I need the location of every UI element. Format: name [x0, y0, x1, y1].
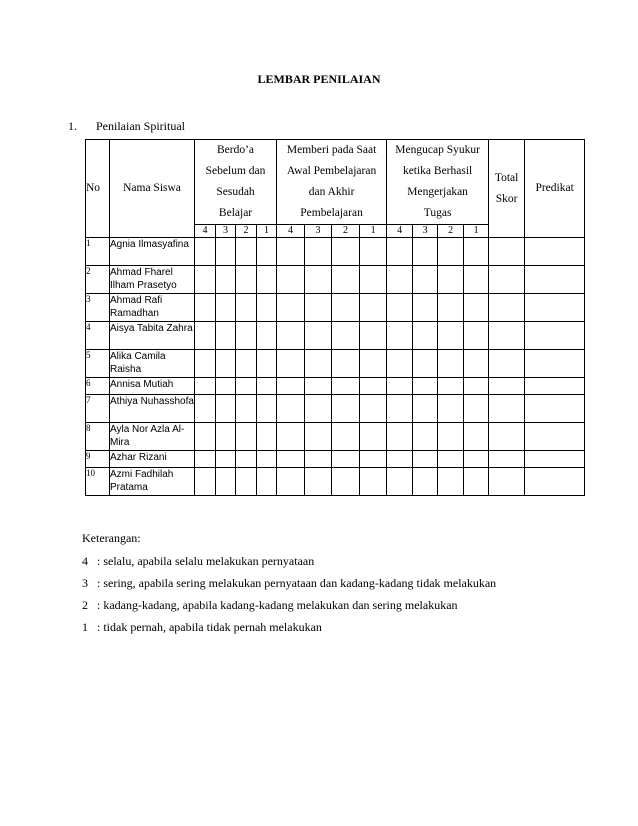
- row-number: 3: [86, 294, 110, 322]
- score-cell[interactable]: [332, 451, 360, 468]
- table-row: [86, 423, 585, 451]
- score-cell[interactable]: [438, 451, 464, 468]
- score-cell[interactable]: [413, 395, 438, 423]
- header-line: Awal Pembelajaran: [286, 165, 377, 177]
- score-cell[interactable]: [236, 238, 257, 266]
- total-cell[interactable]: [489, 266, 525, 294]
- total-cell[interactable]: [489, 350, 525, 378]
- score-cell[interactable]: [216, 423, 236, 451]
- score-header: 3: [413, 225, 438, 238]
- score-cell[interactable]: [387, 468, 413, 496]
- score-cell[interactable]: [195, 468, 216, 496]
- score-cell[interactable]: [195, 266, 216, 294]
- note-item: [82, 616, 496, 638]
- score-cell[interactable]: [360, 468, 387, 496]
- score-cell[interactable]: [216, 378, 236, 395]
- header-line: Tugas: [423, 207, 452, 219]
- score-cell[interactable]: [236, 468, 257, 496]
- header-line: Mengerjakan: [407, 186, 468, 198]
- header-line: Belajar: [218, 207, 253, 219]
- header-row: [86, 140, 585, 225]
- header-mengucap: [387, 140, 489, 225]
- predikat-cell[interactable]: [525, 238, 585, 266]
- predikat-cell[interactable]: [525, 451, 585, 468]
- score-cell[interactable]: [464, 395, 489, 423]
- notes-title: Keterangan:: [82, 531, 141, 545]
- score-cell[interactable]: [464, 322, 489, 350]
- student-name: Athiya Nuhasshofa: [110, 395, 195, 423]
- note-item: [82, 594, 496, 616]
- score-cell[interactable]: [360, 395, 387, 423]
- header-line: Skor: [495, 192, 518, 205]
- score-header: 1: [464, 225, 489, 238]
- score-cell[interactable]: [195, 378, 216, 395]
- score-cell[interactable]: [216, 451, 236, 468]
- header-line: Sesudah: [216, 186, 255, 198]
- row-number: 2: [86, 266, 110, 294]
- score-cell[interactable]: [438, 395, 464, 423]
- score-cell[interactable]: [360, 423, 387, 451]
- header-name: Nama Siswa: [110, 140, 195, 238]
- score-cell[interactable]: [305, 322, 332, 350]
- score-header: 2: [438, 225, 464, 238]
- score-cell[interactable]: [216, 294, 236, 322]
- score-cell[interactable]: [195, 294, 216, 322]
- score-cell[interactable]: [413, 238, 438, 266]
- score-cell[interactable]: [257, 378, 277, 395]
- score-cell[interactable]: [236, 423, 257, 451]
- score-cell[interactable]: [216, 350, 236, 378]
- header-total: [489, 140, 525, 238]
- score-cell[interactable]: [195, 395, 216, 423]
- score-cell[interactable]: [387, 322, 413, 350]
- score-cell[interactable]: [387, 238, 413, 266]
- predikat-cell[interactable]: [525, 395, 585, 423]
- row-number: 1: [86, 238, 110, 266]
- table-row: [86, 266, 585, 294]
- score-cell[interactable]: [195, 350, 216, 378]
- note-item: [82, 550, 496, 572]
- student-name: Annisa Mutiah: [110, 378, 195, 395]
- note-key: 3: [82, 576, 88, 590]
- score-cell[interactable]: [257, 468, 277, 496]
- header-line: ketika Berhasil: [402, 165, 473, 177]
- table-row: [86, 322, 585, 350]
- header-line: Pembelajaran: [300, 207, 363, 219]
- score-cell[interactable]: [464, 451, 489, 468]
- score-cell[interactable]: [257, 451, 277, 468]
- student-name: Azhar Rizani: [110, 451, 195, 468]
- total-cell[interactable]: [489, 451, 525, 468]
- score-cell[interactable]: [332, 395, 360, 423]
- score-cell[interactable]: [277, 423, 305, 451]
- score-cell[interactable]: [257, 294, 277, 322]
- score-cell[interactable]: [305, 294, 332, 322]
- score-cell[interactable]: [236, 378, 257, 395]
- score-cell[interactable]: [360, 451, 387, 468]
- score-cell[interactable]: [464, 423, 489, 451]
- score-cell[interactable]: [195, 238, 216, 266]
- predikat-cell[interactable]: [525, 266, 585, 294]
- section-label: Penilaian Spiritual: [96, 119, 185, 133]
- header-line: dan Akhir: [308, 186, 355, 198]
- table-row: [86, 468, 585, 496]
- score-cell[interactable]: [360, 266, 387, 294]
- score-cell[interactable]: [413, 350, 438, 378]
- predikat-cell[interactable]: [525, 294, 585, 322]
- score-cell[interactable]: [387, 451, 413, 468]
- score-cell[interactable]: [305, 423, 332, 451]
- score-cell[interactable]: [277, 350, 305, 378]
- score-cell[interactable]: [305, 468, 332, 496]
- score-cell[interactable]: [277, 266, 305, 294]
- score-cell[interactable]: [438, 350, 464, 378]
- score-header: 3: [216, 225, 236, 238]
- score-cell[interactable]: [277, 395, 305, 423]
- total-cell[interactable]: [489, 322, 525, 350]
- predikat-cell[interactable]: [525, 468, 585, 496]
- score-header: 4: [387, 225, 413, 238]
- score-cell[interactable]: [257, 266, 277, 294]
- score-cell[interactable]: [305, 266, 332, 294]
- score-cell[interactable]: [216, 468, 236, 496]
- score-cell[interactable]: [438, 238, 464, 266]
- score-cell[interactable]: [438, 322, 464, 350]
- section-heading: [68, 119, 185, 134]
- row-number: 10: [86, 468, 110, 496]
- row-number: 5: [86, 350, 110, 378]
- score-cell[interactable]: [360, 322, 387, 350]
- note-key: 1: [82, 620, 88, 634]
- score-cell[interactable]: [332, 350, 360, 378]
- score-cell[interactable]: [332, 468, 360, 496]
- score-cell[interactable]: [236, 266, 257, 294]
- score-header: 2: [236, 225, 257, 238]
- student-name: Ayla Nor Azla Al-Mira: [110, 423, 195, 451]
- total-cell[interactable]: [489, 423, 525, 451]
- score-cell[interactable]: [195, 322, 216, 350]
- total-cell[interactable]: [489, 468, 525, 496]
- header-predikat: Predikat: [525, 140, 585, 238]
- score-cell[interactable]: [438, 294, 464, 322]
- header-berdoa: [195, 140, 277, 225]
- score-cell[interactable]: [332, 294, 360, 322]
- header-memberi: [277, 140, 387, 225]
- score-cell[interactable]: [257, 238, 277, 266]
- score-cell[interactable]: [305, 378, 332, 395]
- row-number: 6: [86, 378, 110, 395]
- total-cell[interactable]: [489, 294, 525, 322]
- score-header: 1: [257, 225, 277, 238]
- legend-notes: [82, 526, 496, 638]
- score-header: 4: [277, 225, 305, 238]
- score-cell[interactable]: [277, 238, 305, 266]
- score-cell[interactable]: [387, 266, 413, 294]
- assessment-table: [85, 139, 585, 496]
- note-item: [82, 572, 496, 594]
- score-cell[interactable]: [236, 451, 257, 468]
- total-cell[interactable]: [489, 378, 525, 395]
- note-text: : sering, apabila sering melakukan pernyataan dan kadang-kadang tidak melakukan: [97, 576, 497, 590]
- score-cell[interactable]: [438, 266, 464, 294]
- score-cell[interactable]: [257, 423, 277, 451]
- score-cell[interactable]: [277, 294, 305, 322]
- student-name: Aisya Tabita Zahra: [110, 322, 195, 350]
- score-cell[interactable]: [387, 350, 413, 378]
- score-cell[interactable]: [305, 451, 332, 468]
- score-cell[interactable]: [236, 350, 257, 378]
- score-cell[interactable]: [360, 378, 387, 395]
- score-cell[interactable]: [305, 238, 332, 266]
- score-cell[interactable]: [413, 266, 438, 294]
- student-name: Ahmad Rafi Ramadhan: [110, 294, 195, 322]
- score-header: 4: [195, 225, 216, 238]
- score-cell[interactable]: [257, 350, 277, 378]
- score-cell[interactable]: [332, 423, 360, 451]
- note-text: : tidak pernah, apabila tidak pernah melakukan: [97, 620, 322, 634]
- score-cell[interactable]: [464, 266, 489, 294]
- header-line: Mengucap Syukur: [395, 144, 480, 156]
- student-name: Ahmad Fharel Ilham Prasetyo: [110, 266, 195, 294]
- score-cell[interactable]: [277, 322, 305, 350]
- score-cell[interactable]: [195, 423, 216, 451]
- header-line: Berdo’a: [217, 144, 255, 156]
- header-line: Total: [494, 171, 519, 184]
- score-cell[interactable]: [332, 238, 360, 266]
- score-cell[interactable]: [277, 468, 305, 496]
- score-cell[interactable]: [387, 294, 413, 322]
- score-cell[interactable]: [438, 468, 464, 496]
- row-number: 4: [86, 322, 110, 350]
- note-text: : kadang-kadang, apabila kadang-kadang melakukan dan sering melakukan: [97, 598, 458, 612]
- row-number: 7: [86, 395, 110, 423]
- score-cell[interactable]: [236, 395, 257, 423]
- table-row: [86, 294, 585, 322]
- header-no: No: [86, 140, 110, 238]
- score-cell[interactable]: [413, 322, 438, 350]
- note-text: : selalu, apabila selalu melakukan pernyataan: [97, 554, 315, 568]
- header-line: Sebelum dan: [205, 165, 266, 177]
- score-cell[interactable]: [236, 322, 257, 350]
- score-cell[interactable]: [360, 350, 387, 378]
- score-cell[interactable]: [413, 451, 438, 468]
- score-cell[interactable]: [464, 378, 489, 395]
- score-cell[interactable]: [332, 322, 360, 350]
- score-cell[interactable]: [464, 238, 489, 266]
- total-cell[interactable]: [489, 238, 525, 266]
- student-name: Azmi Fadhilah Pratama: [110, 468, 195, 496]
- score-cell[interactable]: [413, 468, 438, 496]
- score-cell[interactable]: [387, 395, 413, 423]
- score-cell[interactable]: [360, 294, 387, 322]
- note-key: 2: [82, 598, 88, 612]
- score-cell[interactable]: [216, 395, 236, 423]
- score-cell[interactable]: [387, 378, 413, 395]
- predikat-cell[interactable]: [525, 350, 585, 378]
- score-header: 2: [332, 225, 360, 238]
- table-row: [86, 238, 585, 266]
- score-cell[interactable]: [277, 378, 305, 395]
- score-cell[interactable]: [413, 294, 438, 322]
- score-cell[interactable]: [413, 378, 438, 395]
- score-cell[interactable]: [236, 294, 257, 322]
- header-line: Memberi pada Saat: [286, 144, 377, 156]
- score-cell[interactable]: [387, 423, 413, 451]
- score-cell[interactable]: [438, 378, 464, 395]
- total-cell[interactable]: [489, 395, 525, 423]
- score-cell[interactable]: [257, 395, 277, 423]
- score-cell[interactable]: [413, 423, 438, 451]
- predikat-cell[interactable]: [525, 322, 585, 350]
- score-cell[interactable]: [257, 322, 277, 350]
- table-body: [86, 238, 585, 496]
- score-cell[interactable]: [332, 378, 360, 395]
- row-number: 8: [86, 423, 110, 451]
- section-number: 1.: [68, 119, 77, 133]
- score-cell[interactable]: [216, 238, 236, 266]
- predikat-cell[interactable]: [525, 423, 585, 451]
- table-row: [86, 395, 585, 423]
- score-cell[interactable]: [277, 451, 305, 468]
- score-cell[interactable]: [216, 322, 236, 350]
- student-name: Agnia Ilmasyafina: [110, 238, 195, 266]
- score-cell[interactable]: [195, 451, 216, 468]
- score-header: 1: [360, 225, 387, 238]
- score-cell[interactable]: [464, 350, 489, 378]
- score-cell[interactable]: [332, 266, 360, 294]
- row-number: 9: [86, 451, 110, 468]
- predikat-cell[interactable]: [525, 378, 585, 395]
- table-row: [86, 378, 585, 395]
- score-cell[interactable]: [438, 423, 464, 451]
- score-cell[interactable]: [216, 266, 236, 294]
- score-header: 3: [305, 225, 332, 238]
- score-cell[interactable]: [305, 350, 332, 378]
- score-cell[interactable]: [464, 294, 489, 322]
- page-title: LEMBAR PENILAIAN: [257, 72, 381, 86]
- table-row: [86, 451, 585, 468]
- note-key: 4: [82, 554, 88, 568]
- score-cell[interactable]: [360, 238, 387, 266]
- score-cell[interactable]: [464, 468, 489, 496]
- student-name: Alika Camila Raisha: [110, 350, 195, 378]
- score-cell[interactable]: [305, 395, 332, 423]
- table-row: [86, 350, 585, 378]
